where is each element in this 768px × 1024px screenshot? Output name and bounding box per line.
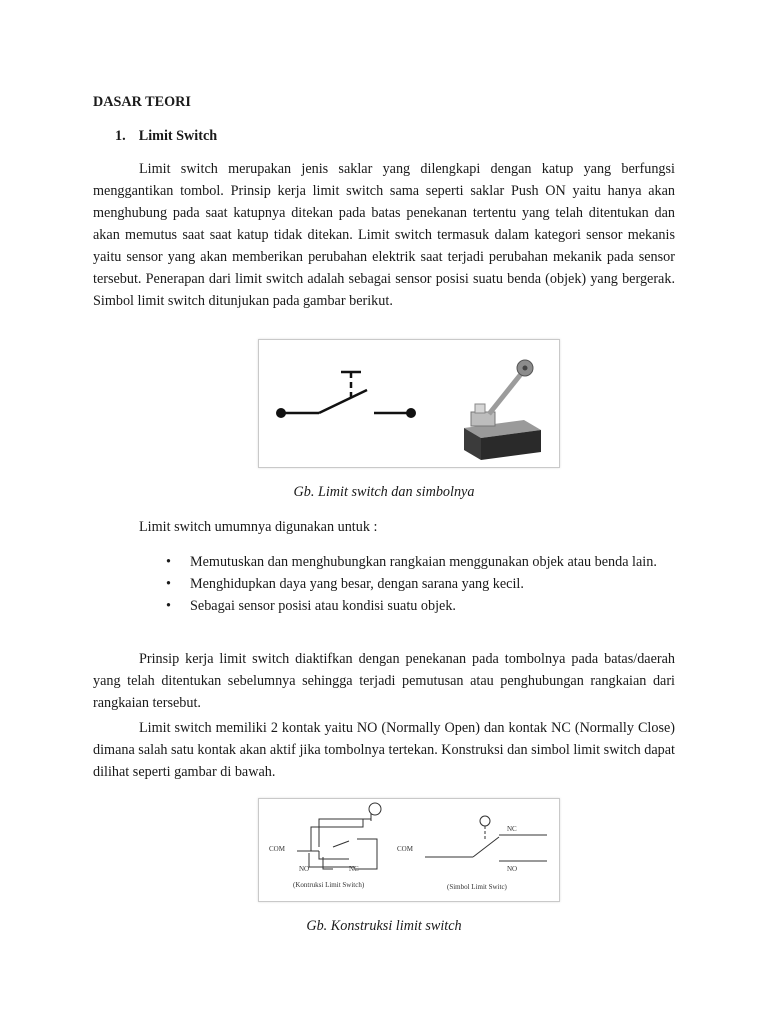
caption-symbol: (Simbol Limit Switc) (447, 883, 507, 891)
list-item-text: Menghidupkan daya yang besar, dengan sarana yang kecil. (190, 576, 524, 592)
document-title: DASAR TEORI (93, 94, 191, 110)
list-item-text: Sebagai sensor posisi atau kondisi suatu objek. (190, 598, 456, 614)
bullet-icon: • (166, 554, 171, 570)
list-item-text: Memutuskan dan menghubungkan rangkaian menggunakan objek atau benda lain. (190, 554, 657, 570)
caption-construction: (Kontruksi Limit Switch) (293, 881, 365, 889)
section-number: 1. (115, 128, 126, 144)
figure-limit-switch-construction (258, 798, 560, 902)
limit-switch-device-image (464, 360, 541, 460)
label-nc-right: NC (507, 825, 517, 833)
figure-limit-switch (258, 339, 560, 468)
label-nc-left: NC (349, 865, 359, 873)
paragraph-contacts: Limit switch memiliki 2 kontak yaitu NO (Normally Open) dan kontak NC (Normally Close) dimana salah satu kontak akan aktif jika tombolnya tertekan. Konstruksi dan simbol limit switch dapat dilihat seperti gambar di bawah. (93, 720, 675, 780)
list-item (160, 551, 675, 573)
figure2-caption: Gb. Konstruksi limit switch (306, 918, 462, 934)
limit-switch-symbol-and-photo (259, 340, 559, 467)
bullet-icon: • (166, 576, 171, 592)
label-no-left: NO (299, 865, 310, 873)
paragraph-intro: Limit switch merupakan jenis saklar yang dilengkapi dengan katup yang berfungsi menggantikan tombol. Prinsip kerja limit switch sama seperti saklar Push ON yaitu hanya akan menghubung pada saat katupnya ditekan pada batas penekanan tertentu yang telah ditentukan dan akan memutus saat saat katup tidak ditekan. Limit switch termasuk dalam kategori sensor mekanis yaitu sensor yang akan memberikan perubahan elektrik saat terjadi perubahan mekanik pada sensor tersebut. Penerapan dari limit switch adalah sebagai sensor posisi suatu benda (objek) yang bergerak. Simbol limit switch ditunjukan pada gambar berikut. (93, 161, 675, 309)
paragraph-usage-intro: Limit switch umumnya digunakan untuk : (139, 519, 378, 535)
switch-symbol (276, 372, 416, 418)
usage-list (160, 551, 675, 617)
construction-diagram (259, 799, 559, 901)
label-com-right: COM (397, 845, 413, 853)
section-title: Limit Switch (138, 128, 218, 144)
figure1-caption: Gb. Limit switch dan simbolnya (293, 484, 475, 500)
label-com-left: COM (269, 845, 285, 853)
bullet-icon: • (166, 598, 171, 614)
list-item (160, 595, 675, 617)
section-heading (115, 125, 675, 147)
construction-left (297, 803, 381, 869)
list-item (160, 573, 675, 595)
paragraph-principle: Prinsip kerja limit switch diaktifkan dengan penekanan pada tombolnya pada batas/daerah yang telah ditentukan sebelumnya sehingga terjadi pemutusan atau penghubungan rangkaian dari rangkaian tersebut. (93, 651, 675, 711)
label-no-right: NO (507, 865, 518, 873)
symbol-right (425, 816, 547, 861)
